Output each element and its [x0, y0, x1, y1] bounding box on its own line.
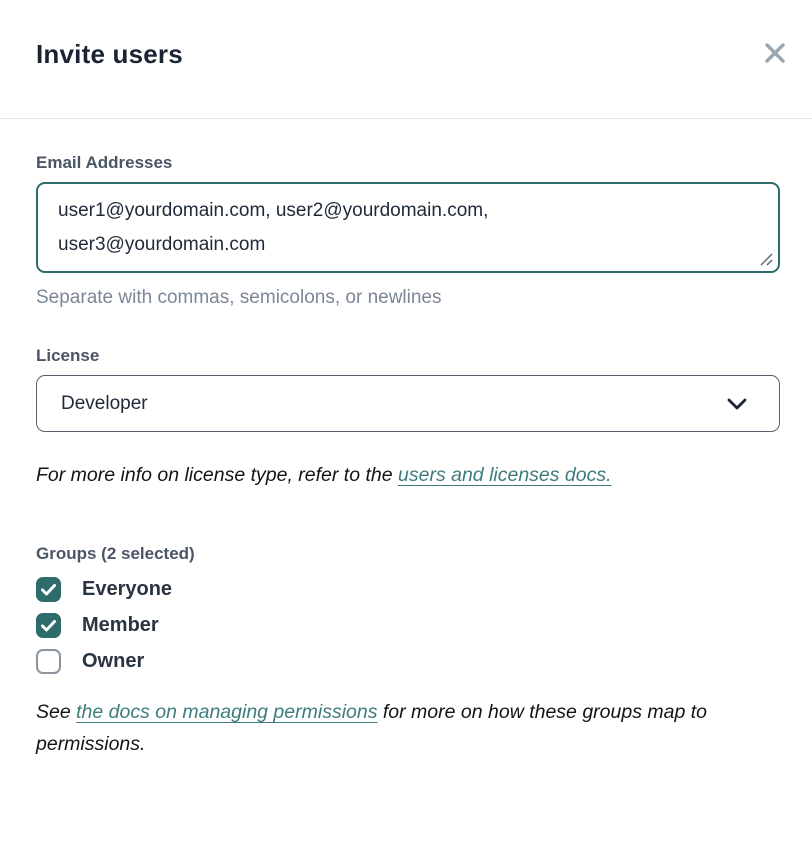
resize-handle-icon[interactable] — [759, 252, 773, 266]
group-option-owner[interactable] — [36, 649, 144, 674]
groups-note — [36, 696, 780, 760]
license-label: License — [36, 346, 100, 365]
modal-title: Invite users — [36, 39, 183, 69]
groups-note-suffix: for more on how these groups map to permissions. — [36, 701, 707, 755]
email-helper-text: Separate with commas, semicolons, or newlines — [36, 287, 442, 308]
license-note — [36, 459, 780, 491]
groups-label: Groups (2 selected) — [36, 544, 195, 563]
license-selected-value: Developer — [61, 392, 148, 414]
chevron-down-icon — [725, 396, 749, 412]
modal-body — [0, 152, 812, 760]
license-select[interactable] — [36, 375, 780, 432]
checkbox-owner[interactable] — [36, 649, 61, 674]
checkmark-icon — [41, 584, 56, 596]
groups-note-prefix: See — [36, 701, 77, 723]
managing-permissions-docs-link[interactable]: the docs on managing permissions — [76, 701, 378, 723]
group-option-label: Everyone — [82, 578, 173, 600]
group-option-label: Owner — [82, 650, 145, 672]
checkmark-icon — [41, 620, 56, 632]
email-addresses-input[interactable] — [36, 182, 780, 273]
group-option-member[interactable] — [36, 613, 159, 638]
groups-field — [36, 543, 780, 760]
modal-header — [0, 0, 812, 119]
close-icon — [762, 40, 788, 66]
checkbox-member[interactable] — [36, 613, 61, 638]
checkbox-everyone[interactable] — [36, 577, 61, 602]
email-textarea-wrap — [36, 182, 780, 273]
license-field — [36, 345, 780, 491]
group-option-label: Member — [82, 614, 159, 636]
email-addresses-field — [36, 152, 780, 310]
group-option-everyone[interactable] — [36, 577, 172, 602]
email-addresses-label: Email Addresses — [36, 153, 173, 172]
license-note-text: For more info on license type, refer to the — [36, 464, 399, 486]
group-options — [36, 577, 780, 674]
close-button[interactable] — [760, 38, 790, 68]
users-and-licenses-docs-link[interactable]: users and licenses docs. — [398, 464, 612, 486]
